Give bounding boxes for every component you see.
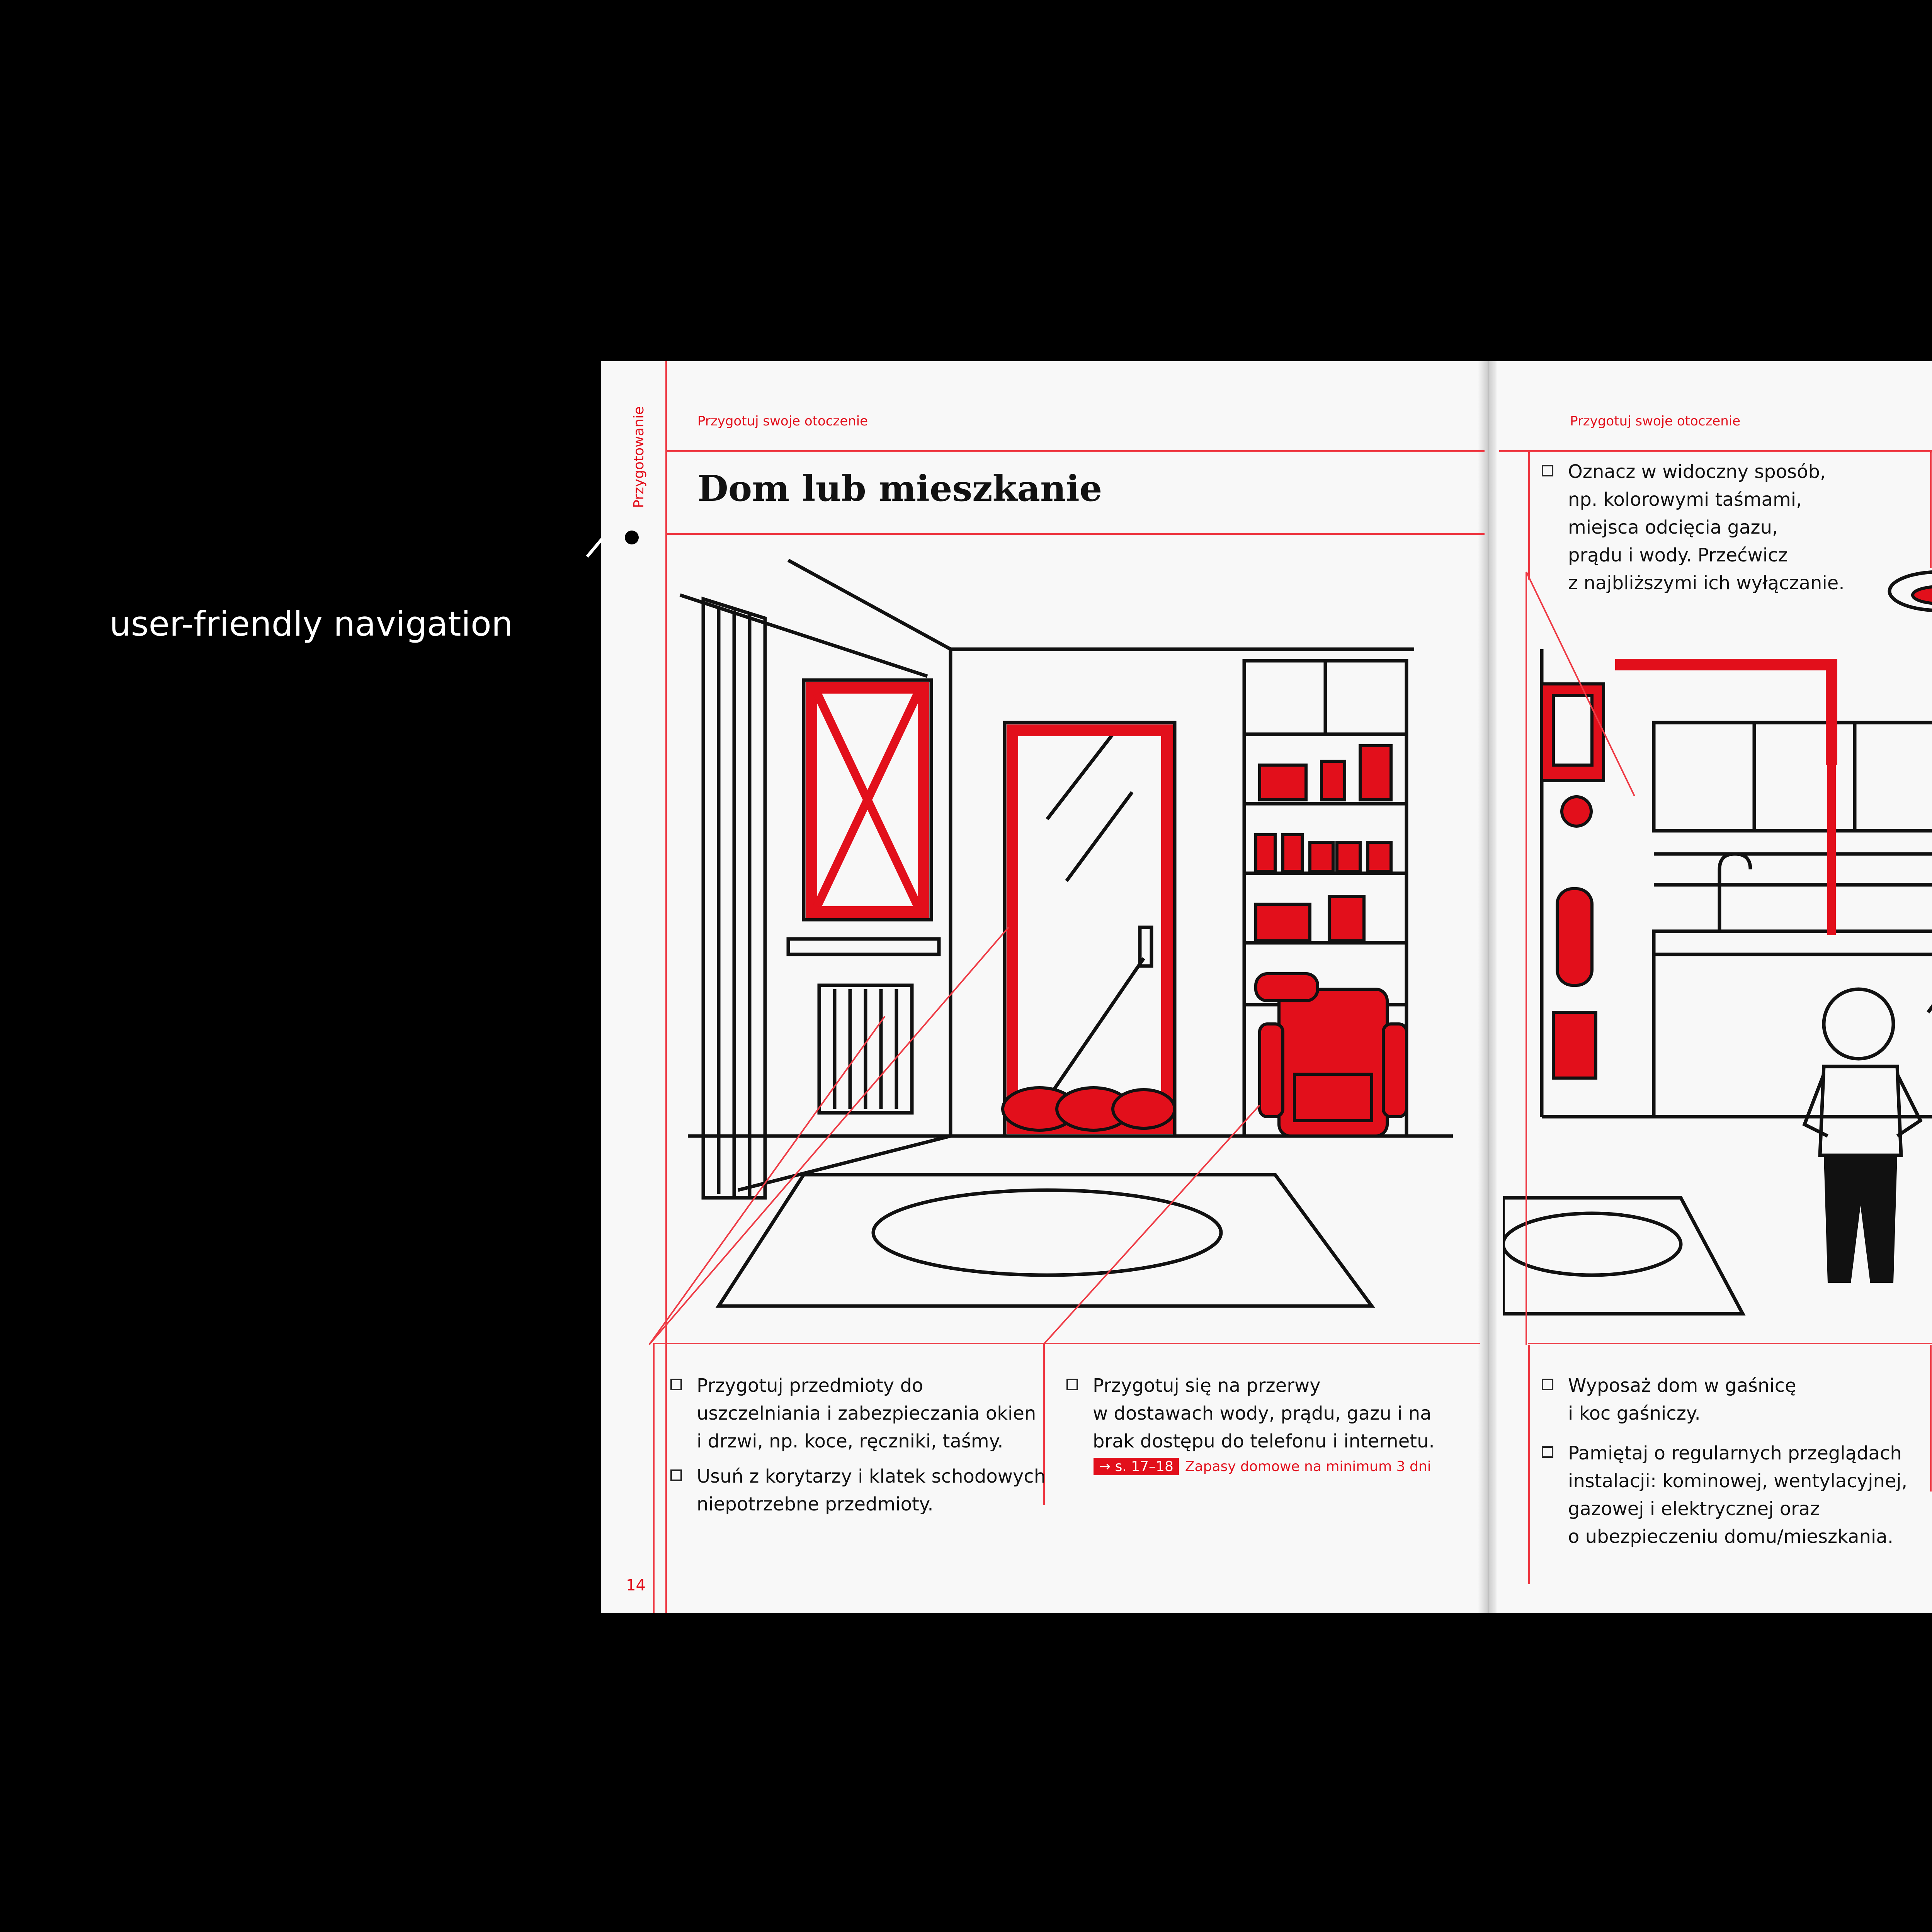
checkbox[interactable]	[670, 1469, 682, 1481]
cross-reference-text[interactable]: Zapasy domowe na minimum 3 dni	[1185, 1459, 1431, 1475]
cross-reference[interactable]	[1094, 1459, 1431, 1475]
hallway-illustration	[603, 541, 1476, 1345]
checklist-item[interactable]: Przygotuj się na przerwy w dostawach wody, prądu, gazu i na brak dostępu do telefonu i internetu.	[1066, 1372, 1476, 1455]
checklist-item[interactable]: Usuń z korytarzy i klatek schodowych niepotrzebne przedmioty.	[670, 1463, 1049, 1518]
cross-reference-tag[interactable]: → s. 17–18	[1094, 1458, 1179, 1475]
running-head-right: Przygotuj swoje otoczenie	[1570, 413, 1741, 429]
checkbox[interactable]	[670, 1379, 682, 1390]
checklist-item[interactable]: Przygotuj przedmioty do uszczelniania i zabezpieczania okien i drzwi, np. koce, ręczniki, taśmy.	[670, 1372, 1049, 1455]
checkbox[interactable]	[1066, 1379, 1078, 1390]
checkbox[interactable]	[1542, 465, 1553, 476]
checkbox[interactable]	[1542, 1446, 1553, 1458]
kitchen-illustration	[1503, 549, 1932, 1345]
annotation-marker	[625, 531, 639, 544]
page-title: Dom lub mieszkanie	[697, 468, 1102, 509]
book-gutter	[1478, 361, 1499, 1613]
running-head-left: Przygotuj swoje otoczenie	[697, 413, 868, 429]
checkbox[interactable]	[1542, 1379, 1553, 1390]
side-tab-left[interactable]: Przygotowanie	[631, 406, 647, 508]
annotation-navigation: user-friendly navigation	[109, 604, 513, 644]
checklist-item[interactable]: Pamiętaj o regularnych przeglądach instalacji: kominowej, wentylacyjnej, gazowej i elektrycznej oraz o ubezpieczeniu domu/mieszkania.	[1542, 1439, 1924, 1551]
checklist-item[interactable]: Oznacz w widoczny sposób, np. kolorowymi taśmami, miejsca odcięcia gazu, prądu i wody. Przećwicz z najbliższymi ich wyłączanie.	[1542, 458, 1928, 597]
page-number-left: 14	[626, 1577, 646, 1594]
checklist-item[interactable]: Wyposaż dom w gaśnicę i koc gaśniczy.	[1542, 1372, 1924, 1427]
